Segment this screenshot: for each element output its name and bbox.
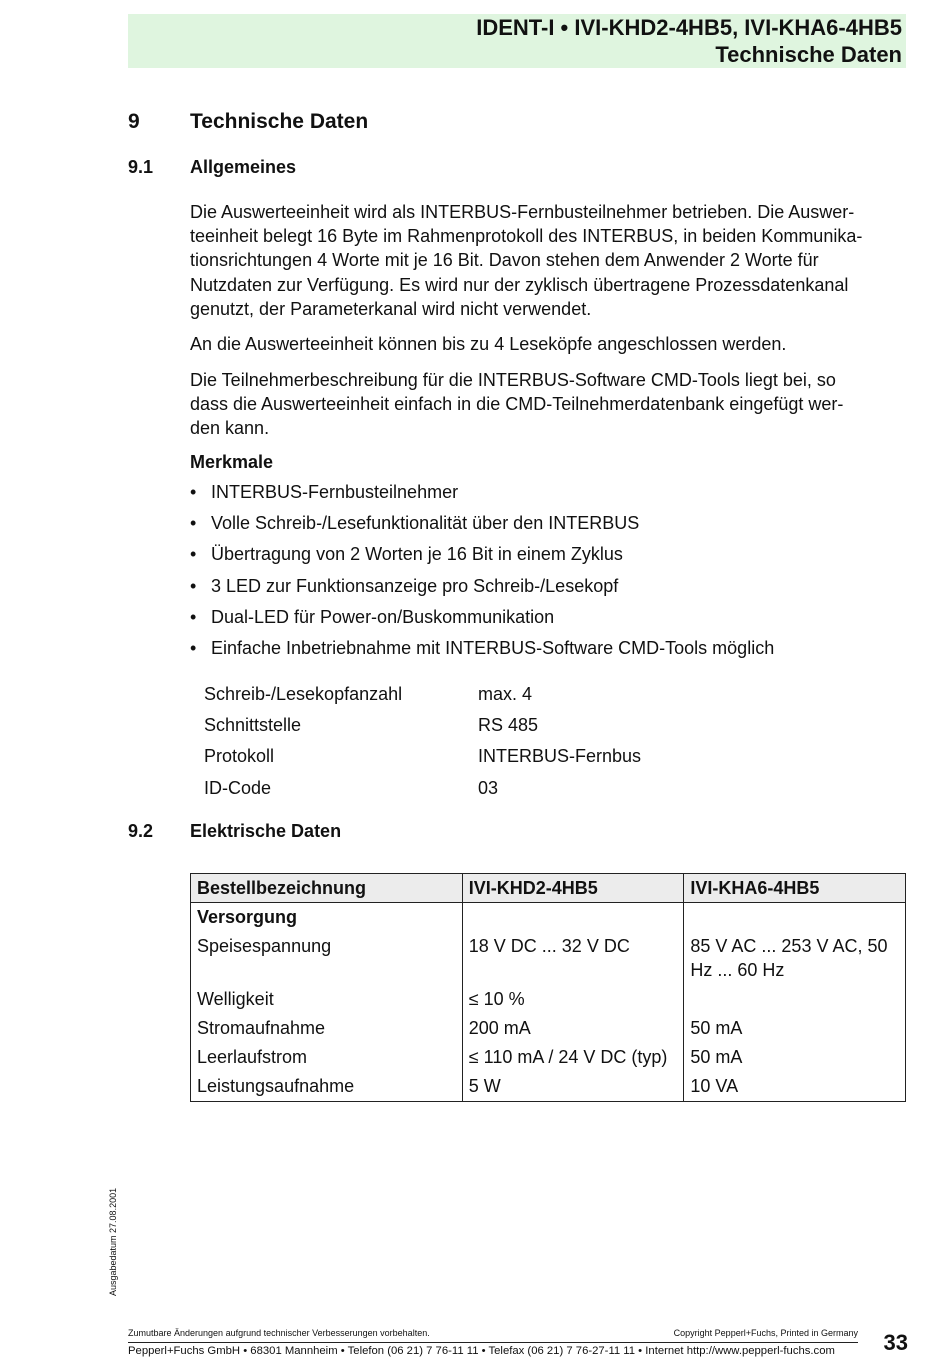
- section-9-2-title: Elektrische Daten: [190, 821, 342, 841]
- table-cell: [684, 985, 906, 1014]
- paragraph-line: genutzt, der Parameterkanal wird nicht verwendet.: [190, 298, 592, 319]
- table-cell: [462, 903, 684, 933]
- electrical-data-table: [190, 873, 906, 1102]
- feature-item: [190, 511, 910, 542]
- table-cell: ≤ 110 mA / 24 V DC (typ): [462, 1043, 684, 1072]
- table-header-cell: IVI-KHD2-4HB5: [462, 874, 684, 903]
- table-cell: 5 W: [462, 1072, 684, 1102]
- bullet-icon: •: [190, 606, 197, 627]
- table-cell: 10 VA: [684, 1072, 906, 1102]
- table-header-cell: IVI-KHA6-4HB5: [684, 874, 906, 903]
- spec-value: 03: [478, 777, 499, 798]
- table-row: [191, 1043, 906, 1072]
- paragraph-cmd-tools: [190, 368, 910, 441]
- features-list: [190, 480, 910, 667]
- table-cell: ≤ 10 %: [462, 985, 684, 1014]
- table-cell: Stromaufnahme: [191, 1014, 463, 1043]
- feature-item: [190, 542, 910, 573]
- footer-disclaimer: Zumutbare Änderungen aufgrund technischer Verbesserungen vorbehalten.: [128, 1328, 430, 1338]
- paragraph-line: tionsrichtungen 4 Worte mit je 16 Bit. Davon stehen dem Anwender 2 Worte für: [190, 250, 819, 271]
- table-cell: 85 V AC ... 253 V AC, 50 Hz ... 60 Hz: [684, 932, 906, 985]
- table-row: [191, 932, 906, 985]
- table-cell: 50 mA: [684, 1043, 906, 1072]
- header-section-title: Technische Daten: [715, 42, 902, 67]
- table-group-row: [191, 903, 906, 933]
- table-cell: Leerlaufstrom: [191, 1043, 463, 1072]
- feature-text: 3 LED zur Funktionsanzeige pro Schreib-/Lesekopf: [211, 575, 619, 596]
- table-cell: Speisespannung: [191, 932, 463, 985]
- table-cell: Leistungsaufnahme: [191, 1072, 463, 1102]
- paragraph-line: den kann.: [190, 418, 270, 439]
- spec-key: ID-Code: [204, 777, 272, 798]
- footer-copyright: Copyright Pepperl+Fuchs, Printed in Germany: [673, 1328, 858, 1338]
- table-row: [191, 1014, 906, 1043]
- issue-date: Ausgabedatum 27.08.2001: [108, 1187, 118, 1296]
- footer-divider: [128, 1342, 858, 1343]
- table-cell: 18 V DC ... 32 V DC: [462, 932, 684, 985]
- bullet-icon: •: [190, 544, 197, 565]
- paragraph-line: Nutzdaten zur Verfügung. Es wird nur der zyklisch übertragene Prozessdatenkanal: [190, 274, 849, 295]
- table-header-cell: Bestellbezeichnung: [191, 874, 463, 903]
- feature-text: Volle Schreib-/Lesefunktionalität über den INTERBUS: [211, 513, 640, 534]
- page-number: 33: [883, 1330, 908, 1355]
- spec-value: RS 485: [478, 715, 539, 736]
- feature-item: [190, 636, 910, 667]
- bullet-icon: •: [190, 575, 197, 596]
- table-cell: 200 mA: [462, 1014, 684, 1043]
- spec-value: INTERBUS-Fernbus: [478, 746, 642, 767]
- section-9-1-number: 9.1: [128, 157, 154, 177]
- paragraph-intro: [190, 200, 910, 321]
- feature-item: [190, 605, 910, 636]
- section-9-title: Technische Daten: [190, 110, 369, 133]
- section-9-number: 9: [128, 110, 140, 133]
- spec-key: Schnittstelle: [204, 715, 302, 736]
- table-row: [191, 985, 906, 1014]
- feature-text: Dual-LED für Power-on/Buskommunikation: [211, 606, 555, 627]
- spec-key: Schreib-/Lesekopfanzahl: [204, 684, 403, 704]
- bullet-icon: •: [190, 513, 197, 534]
- feature-text: INTERBUS-Fernbusteilnehmer: [211, 482, 459, 502]
- paragraph-line: dass die Auswerteeinheit einfach in die CMD-Teilnehmerdatenbank eingefügt wer-: [190, 394, 844, 415]
- spec-key: Protokoll: [204, 746, 275, 767]
- paragraph-line: An die Auswerteeinheit können bis zu 4 Leseköpfe angeschlossen werden.: [190, 334, 787, 354]
- bullet-icon: •: [190, 482, 197, 502]
- table-cell: 50 mA: [684, 1014, 906, 1043]
- table-row: [191, 1072, 906, 1102]
- table-cell: [684, 903, 906, 933]
- table-cell: Welligkeit: [191, 985, 463, 1014]
- feature-item: [190, 574, 910, 605]
- section-9-2-number: 9.2: [128, 821, 154, 841]
- table-group-label: Versorgung: [191, 903, 463, 933]
- header-product-title: IDENT-I • IVI-KHD2-4HB5, IVI-KHA6-4HB5: [476, 15, 902, 40]
- features-heading: Merkmale: [190, 452, 274, 472]
- paragraph-read-heads: [190, 332, 910, 356]
- feature-text: Einfache Inbetriebnahme mit INTERBUS-Software CMD-Tools möglich: [211, 637, 775, 658]
- section-9-1-title: Allgemeines: [190, 157, 297, 177]
- spec-value: max. 4: [478, 684, 533, 704]
- feature-item: [190, 480, 910, 511]
- paragraph-line: Die Auswerteeinheit wird als INTERBUS-Fernbusteilnehmer betrieben. Die Auswer-: [190, 202, 855, 222]
- paragraph-line: Die Teilnehmerbeschreibung für die INTERBUS-Software CMD-Tools liegt bei, so: [190, 370, 836, 390]
- bullet-icon: •: [190, 637, 197, 658]
- footer-contact: Pepperl+Fuchs GmbH • 68301 Mannheim • Telefon (06 21) 7 76-11 11 • Telefax (06 21) 7 76-27-11 11 • Internet http://www.pepperl-fuchs.com: [128, 1345, 835, 1357]
- feature-text: Übertragung von 2 Worten je 16 Bit in einem Zyklus: [211, 544, 623, 565]
- paragraph-line: teeinheit belegt 16 Byte im Rahmenprotokoll des INTERBUS, in beiden Kommunika-: [190, 226, 863, 247]
- table-header-row: [191, 874, 906, 903]
